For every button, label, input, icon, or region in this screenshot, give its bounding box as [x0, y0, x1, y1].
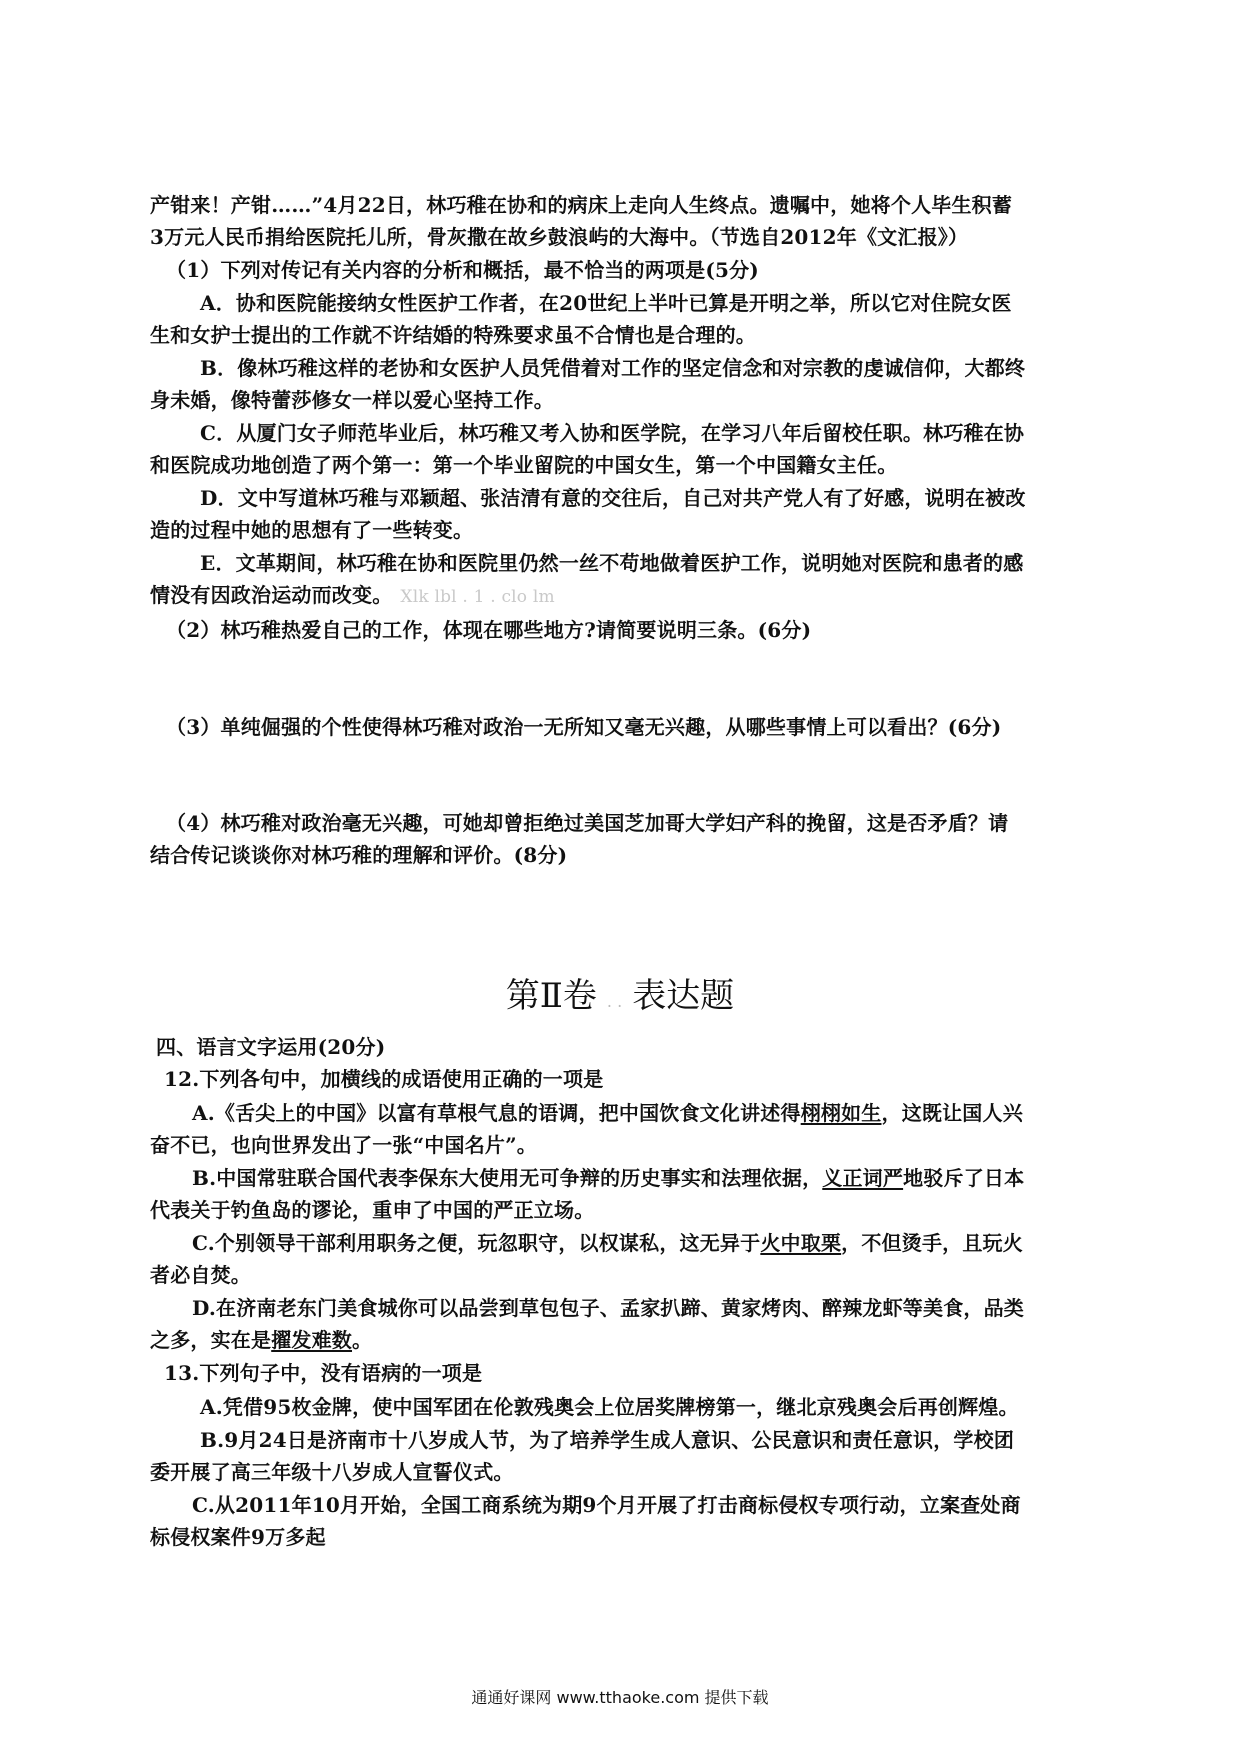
option-12c-text: C.个别领导干部利用职务之便，玩忽职守，以权谋私，这无异于 [192, 1231, 761, 1255]
option-12d-line-2 [150, 1325, 372, 1355]
part-4-heading: 四、语言文字运用(20分) [156, 1035, 386, 1059]
option-13c-line-1: C.从2011年10月开始，全国工商系统为期9个月开展了打击商标侵权专项行动，立案查处商 [192, 1493, 1021, 1517]
option-13a: A.凭借95枚金牌，使中国军团在伦敦残奥会上位居奖牌榜第一，继北京残奥会后再创辉煌。 [200, 1395, 1019, 1419]
option-12d-text-end: 。 [352, 1328, 373, 1352]
option-12a-text-end: ，这既让国人兴 [881, 1101, 1023, 1125]
option-12d-line-1: D.在济南老东门美食城你可以品尝到草包包子、孟家扒蹄、黄家烤肉、醉辣龙虾等美食，品类 [192, 1296, 1024, 1320]
question-4-line-2: 结合传记谈谈你对林巧稚的理解和评价。(8分) [150, 843, 568, 867]
question-13-stem: 13.下列句子中，没有语病的一项是 [164, 1361, 483, 1385]
footer-download-notice: 通通好课网 www.tthaoke.com 提供下载 [471, 1688, 769, 1707]
underlined-idiom-a: 栩栩如生 [800, 1101, 882, 1125]
passage-line-1: 产钳来！产钳……”4月22日，林巧稚在协和的病床上走向人生终点。遗嘱中，她将个人毕生积蓄 [150, 193, 1013, 217]
passage-line-2: 3万元人民币捐给医院托儿所，骨灰撒在故乡鼓浪屿的大海中。（节选自2012年《文汇报》） [150, 225, 969, 249]
option-1c-line-2: 和医院成功地创造了两个第一：第一个毕业留院的中国女生，第一个中国籍女主任。 [150, 453, 898, 477]
option-12b-text: B.中国常驻联合国代表李保东大使用无可争辩的历史事实和法理依据， [192, 1166, 823, 1190]
option-1c-line-1: C．从厦门女子师范毕业后，林巧稚又考入协和医学院，在学习八年后留校任职。林巧稚在协 [200, 421, 1025, 445]
option-1d-line-1: D．文中写道林巧稚与邓颖超、张洁清有意的交往后，自己对共产党人有了好感，说明在被改 [200, 486, 1026, 510]
option-13b-line-2: 委开展了高三年级十八岁成人宣誓仪式。 [150, 1460, 514, 1484]
option-1b-line-2: 身未婚，像特蕾莎修女一样以爱心坚持工作。 [150, 388, 554, 412]
option-12c-line-2: 者必自焚。 [150, 1263, 251, 1287]
underlined-idiom-c: 火中取栗 [760, 1231, 842, 1255]
section-title-left: 第Ⅱ卷 [505, 976, 597, 1016]
question-12-stem: 12.下列各句中，加横线的成语使用正确的一项是 [164, 1067, 604, 1091]
option-12b-line-2: 代表关于钓鱼岛的谬论，重申了中国的严正立场。 [150, 1198, 595, 1222]
option-12c-text-end: ，不但烫手，且玩火 [841, 1231, 1023, 1255]
option-1e-line-2-text: 情没有因政治运动而改变。 [150, 583, 393, 607]
option-13c-line-2: 标侵权案件9万多起 [150, 1525, 326, 1549]
option-1d-line-2: 造的过程中她的思想有了一些转变。 [150, 518, 474, 542]
option-12c-line-1 [192, 1228, 1023, 1258]
question-4-line-1: （4）林巧稚对政治毫无兴趣，可她却曾拒绝过美国芝加哥大学妇产科的挽留，这是否矛盾？请 [166, 811, 1009, 835]
question-2: （2）林巧稚热爱自己的工作，体现在哪些地方?请简要说明三条。(6分) [166, 618, 812, 642]
option-1a-line-1: A．协和医院能接纳女性医护工作者，在20世纪上半叶已算是开明之举，所以它对住院女医 [200, 291, 1012, 315]
option-1a-line-2: 生和女护士提出的工作就不许结婚的特殊要求虽不合情也是合理的。 [150, 323, 756, 347]
option-13b-line-1: B.9月24日是济南市十八岁成人节，为了培养学生成人意识、公民意识和责任意识，学校团 [200, 1428, 1015, 1452]
question-3: （3）单纯倔强的个性使得林巧稚对政治一无所知又毫无兴趣，从哪些事情上可以看出？(6分) [166, 715, 1002, 739]
option-1e-line-2 [150, 580, 555, 612]
section-title-right: 表达题 [632, 976, 735, 1016]
question-1-stem: （1）下列对传记有关内容的分析和概括，最不恰当的两项是(5分) [166, 258, 759, 282]
option-12d-text: 之多，实在是 [150, 1328, 272, 1352]
watermark-text: Xlk lbl . 1 . clo lm [400, 587, 555, 607]
underlined-idiom-b: 义正词严 [822, 1166, 904, 1190]
section-title-dots: . . [606, 992, 623, 1011]
option-12b-line-1 [192, 1163, 1024, 1193]
option-1b-line-1: B．像林巧稚这样的老协和女医护人员凭借着对工作的坚定信念和对宗教的虔诚信仰，大都终 [200, 356, 1026, 380]
option-12a-text: A.《舌尖上的中国》以富有草根气息的语调，把中国饮食文化讲述得 [192, 1101, 801, 1125]
option-12a-line-1 [192, 1098, 1023, 1128]
option-1e-line-1: E．文革期间，林巧稚在协和医院里仍然一丝不苟地做着医护工作，说明她对医院和患者的感 [200, 551, 1024, 575]
underlined-idiom-d: 擢发难数 [271, 1328, 353, 1352]
option-12a-line-2: 奋不已，也向世界发出了一张“中国名片”。 [150, 1133, 538, 1157]
option-12b-text-end: 地驳斥了日本 [903, 1166, 1025, 1190]
section-title [0, 974, 1240, 1024]
